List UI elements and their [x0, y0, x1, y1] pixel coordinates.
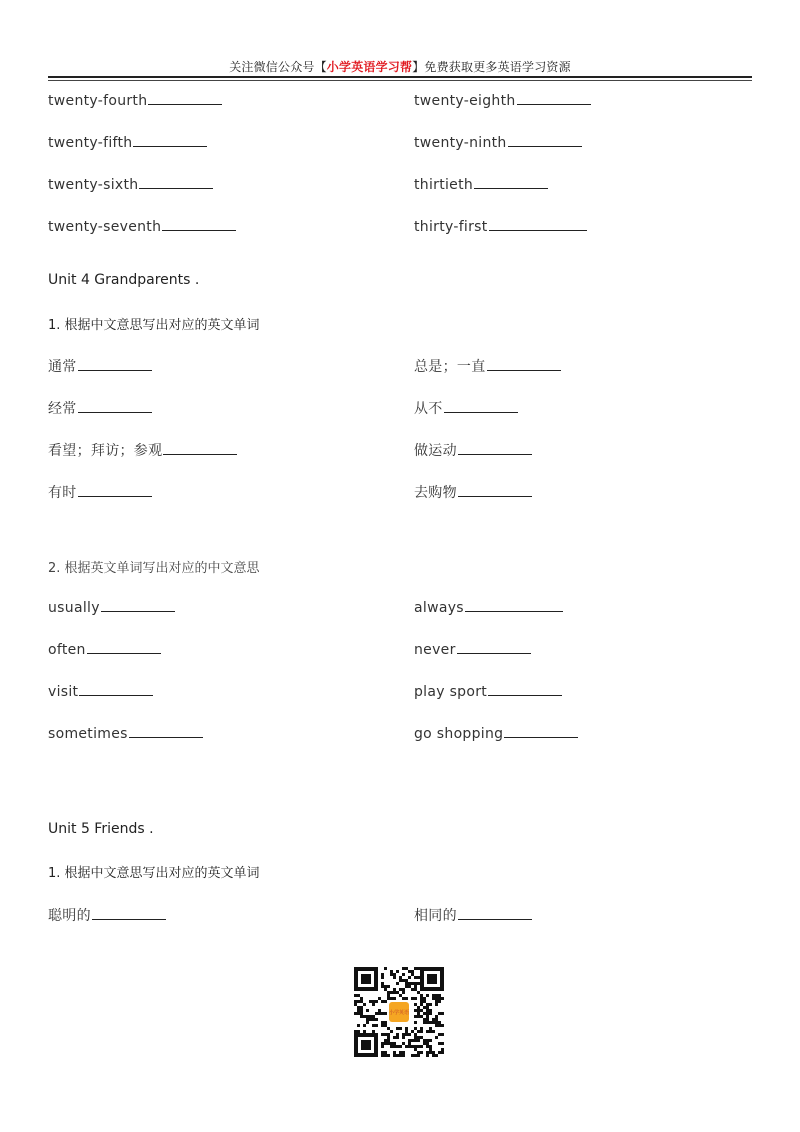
answer-blank[interactable] [101, 599, 175, 612]
list-item [414, 905, 532, 925]
answer-blank[interactable] [508, 134, 582, 147]
header-rule-thick [48, 76, 752, 78]
item-label: thirtieth [414, 177, 474, 193]
list-item [48, 482, 152, 502]
qr-code [352, 965, 446, 1059]
answer-blank[interactable] [458, 907, 532, 920]
list-item [414, 134, 582, 151]
qr-logo-text: 小学英语 [388, 1010, 410, 1016]
list-item [48, 440, 237, 460]
item-label: 通常 [48, 359, 77, 375]
list-item [48, 683, 153, 700]
list-item [414, 683, 562, 700]
list-item [48, 356, 152, 376]
list-item [414, 599, 563, 616]
answer-blank[interactable] [458, 484, 532, 497]
answer-blank[interactable] [92, 907, 166, 920]
unit4-section2-title: 2. 根据英文单词写出对应的中文意思 [48, 561, 260, 576]
item-label: never [414, 642, 456, 658]
list-item [414, 398, 518, 418]
item-label: always [414, 600, 464, 616]
item-label: twenty-ninth [414, 135, 507, 151]
answer-blank[interactable] [162, 218, 236, 231]
answer-blank[interactable] [163, 442, 237, 455]
header-suffix: 】免费获取更多英语学习资源 [412, 60, 571, 74]
answer-blank[interactable] [79, 683, 153, 696]
item-label: 总是；一直 [414, 359, 486, 375]
item-label: often [48, 642, 86, 658]
unit5-section1-title: 1. 根据中文意思写出对应的英文单词 [48, 866, 260, 881]
list-item [48, 905, 166, 925]
list-item [414, 440, 532, 460]
item-label: 做运动 [414, 443, 457, 459]
answer-blank[interactable] [148, 92, 222, 105]
answer-blank[interactable] [465, 599, 563, 612]
list-item [48, 599, 175, 616]
answer-blank[interactable] [78, 400, 152, 413]
answer-blank[interactable] [474, 176, 548, 189]
list-item [48, 176, 213, 193]
answer-blank[interactable] [487, 358, 561, 371]
unit5-title: Unit 5 Friends . [48, 821, 154, 837]
list-item [414, 218, 587, 235]
list-item [48, 398, 152, 418]
answer-blank[interactable] [488, 683, 562, 696]
list-item [48, 92, 222, 109]
answer-blank[interactable] [457, 641, 531, 654]
item-label: twenty-fifth [48, 135, 133, 151]
item-label: usually [48, 600, 100, 616]
answer-blank[interactable] [78, 484, 152, 497]
list-item [48, 218, 236, 235]
answer-blank[interactable] [489, 218, 587, 231]
item-label: 从不 [414, 401, 443, 417]
list-item [414, 482, 532, 502]
unit4-title: Unit 4 Grandparents . [48, 272, 200, 288]
list-item [414, 176, 548, 193]
list-item [48, 134, 207, 151]
list-item [414, 725, 578, 742]
item-label: thirty-first [414, 219, 488, 235]
item-label: sometimes [48, 726, 128, 742]
item-label: 聪明的 [48, 908, 91, 924]
answer-blank[interactable] [139, 176, 213, 189]
answer-blank[interactable] [504, 725, 578, 738]
header-brand: 小学英语学习帮 [326, 60, 413, 74]
item-label: 去购物 [414, 485, 457, 501]
unit4-section1-title: 1. 根据中文意思写出对应的英文单词 [48, 318, 260, 333]
item-label: twenty-eighth [414, 93, 516, 109]
answer-blank[interactable] [444, 400, 518, 413]
qr-code-icon [352, 965, 446, 1059]
item-label: 看望；拜访；参观 [48, 443, 163, 459]
answer-blank[interactable] [129, 725, 203, 738]
list-item [414, 641, 531, 658]
item-label: visit [48, 684, 79, 700]
answer-blank[interactable] [517, 92, 591, 105]
list-item [414, 356, 561, 376]
item-label: 相同的 [414, 908, 457, 924]
list-item [48, 641, 161, 658]
answer-blank[interactable] [87, 641, 161, 654]
answer-blank[interactable] [133, 134, 207, 147]
answer-blank[interactable] [78, 358, 152, 371]
item-label: 有时 [48, 485, 77, 501]
page-header [0, 58, 800, 75]
item-label: 经常 [48, 401, 77, 417]
list-item [48, 725, 203, 742]
item-label: twenty-seventh [48, 219, 162, 235]
answer-blank[interactable] [458, 442, 532, 455]
item-label: play sport [414, 684, 488, 700]
header-rule-thin [48, 80, 752, 81]
item-label: twenty-sixth [48, 177, 139, 193]
item-label: go shopping [414, 726, 504, 742]
item-label: twenty-fourth [48, 93, 148, 109]
list-item [414, 92, 591, 109]
header-prefix: 关注微信公众号【 [229, 60, 327, 74]
